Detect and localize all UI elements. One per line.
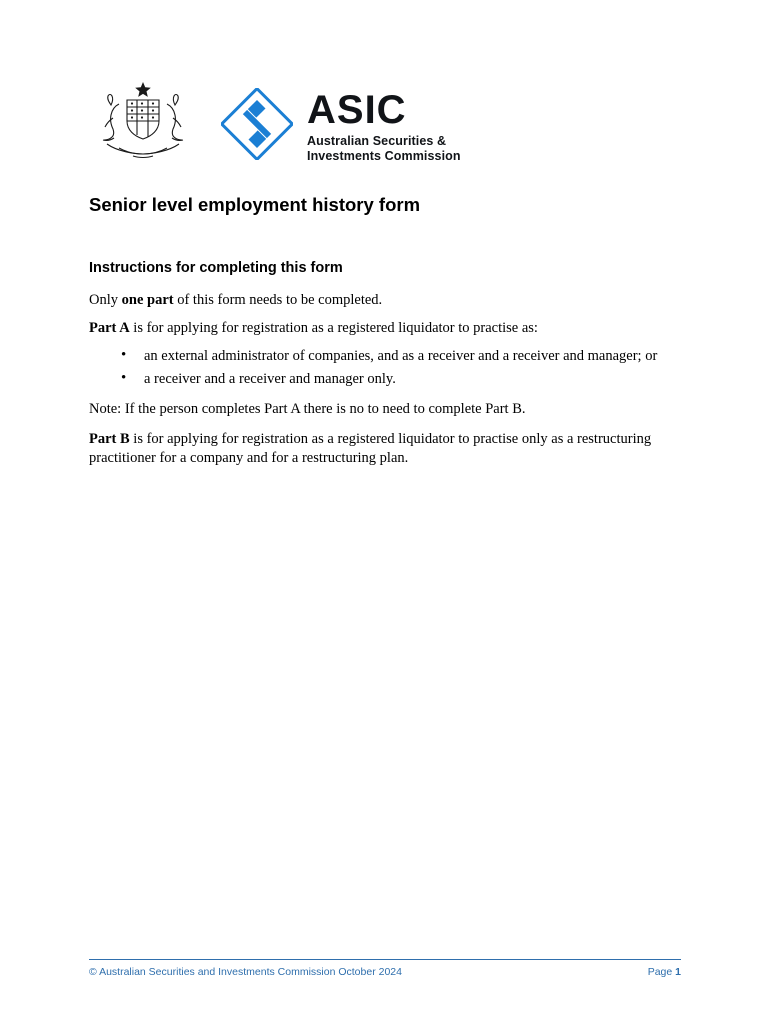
asic-name: ASIC: [307, 88, 407, 132]
instructions-body: [89, 291, 669, 479]
page-title: Senior level employment history form: [89, 194, 421, 215]
header-logos: [89, 78, 461, 163]
part-a-bullet-list: [89, 347, 669, 389]
asic-logo: [221, 78, 461, 163]
list-item: • an external administrator of companies, and as a receiver and a receiver and manager; or: [89, 347, 669, 366]
asic-subtitle-line2: Investments Commission: [307, 148, 461, 163]
part-a-paragraph: [89, 319, 669, 338]
intro-paragraph: [89, 291, 669, 310]
footer-page-value: 1: [675, 966, 681, 978]
part-b-label: Part B: [89, 431, 130, 447]
intro-prefix: Only: [89, 292, 122, 308]
note-paragraph: Note: If the person completes Part A there is no to need to complete Part B.: [89, 401, 526, 417]
footer-page-number: [648, 966, 681, 979]
asic-wordmark: [307, 88, 461, 163]
intro-bold: one part: [121, 292, 174, 308]
asic-subtitle-line1: Australian Securities &: [307, 134, 447, 148]
part-b-text: is for applying for registration as a registered liquidator to practise only as a restructuring practitioner for a company and for a restructuring plan.: [89, 431, 652, 466]
footer-page-label: Page: [647, 966, 676, 978]
footer-copyright: © Australian Securities and Investments Commission October 2024: [89, 966, 402, 978]
part-a-label: Part A: [89, 320, 130, 336]
australian-coat-of-arms-icon: [89, 78, 197, 162]
asic-diamond-icon: [221, 88, 293, 160]
section-heading-instructions: Instructions for completing this form: [89, 260, 343, 276]
list-item: • a receiver and a receiver and manager only.: [89, 370, 669, 389]
intro-suffix: of this form needs to be completed.: [173, 292, 383, 308]
footer-divider: [89, 959, 681, 960]
part-a-text: is for applying for registration as a registered liquidator to practise as:: [129, 320, 538, 336]
part-b-paragraph: [89, 430, 669, 468]
page-footer: [89, 966, 681, 979]
